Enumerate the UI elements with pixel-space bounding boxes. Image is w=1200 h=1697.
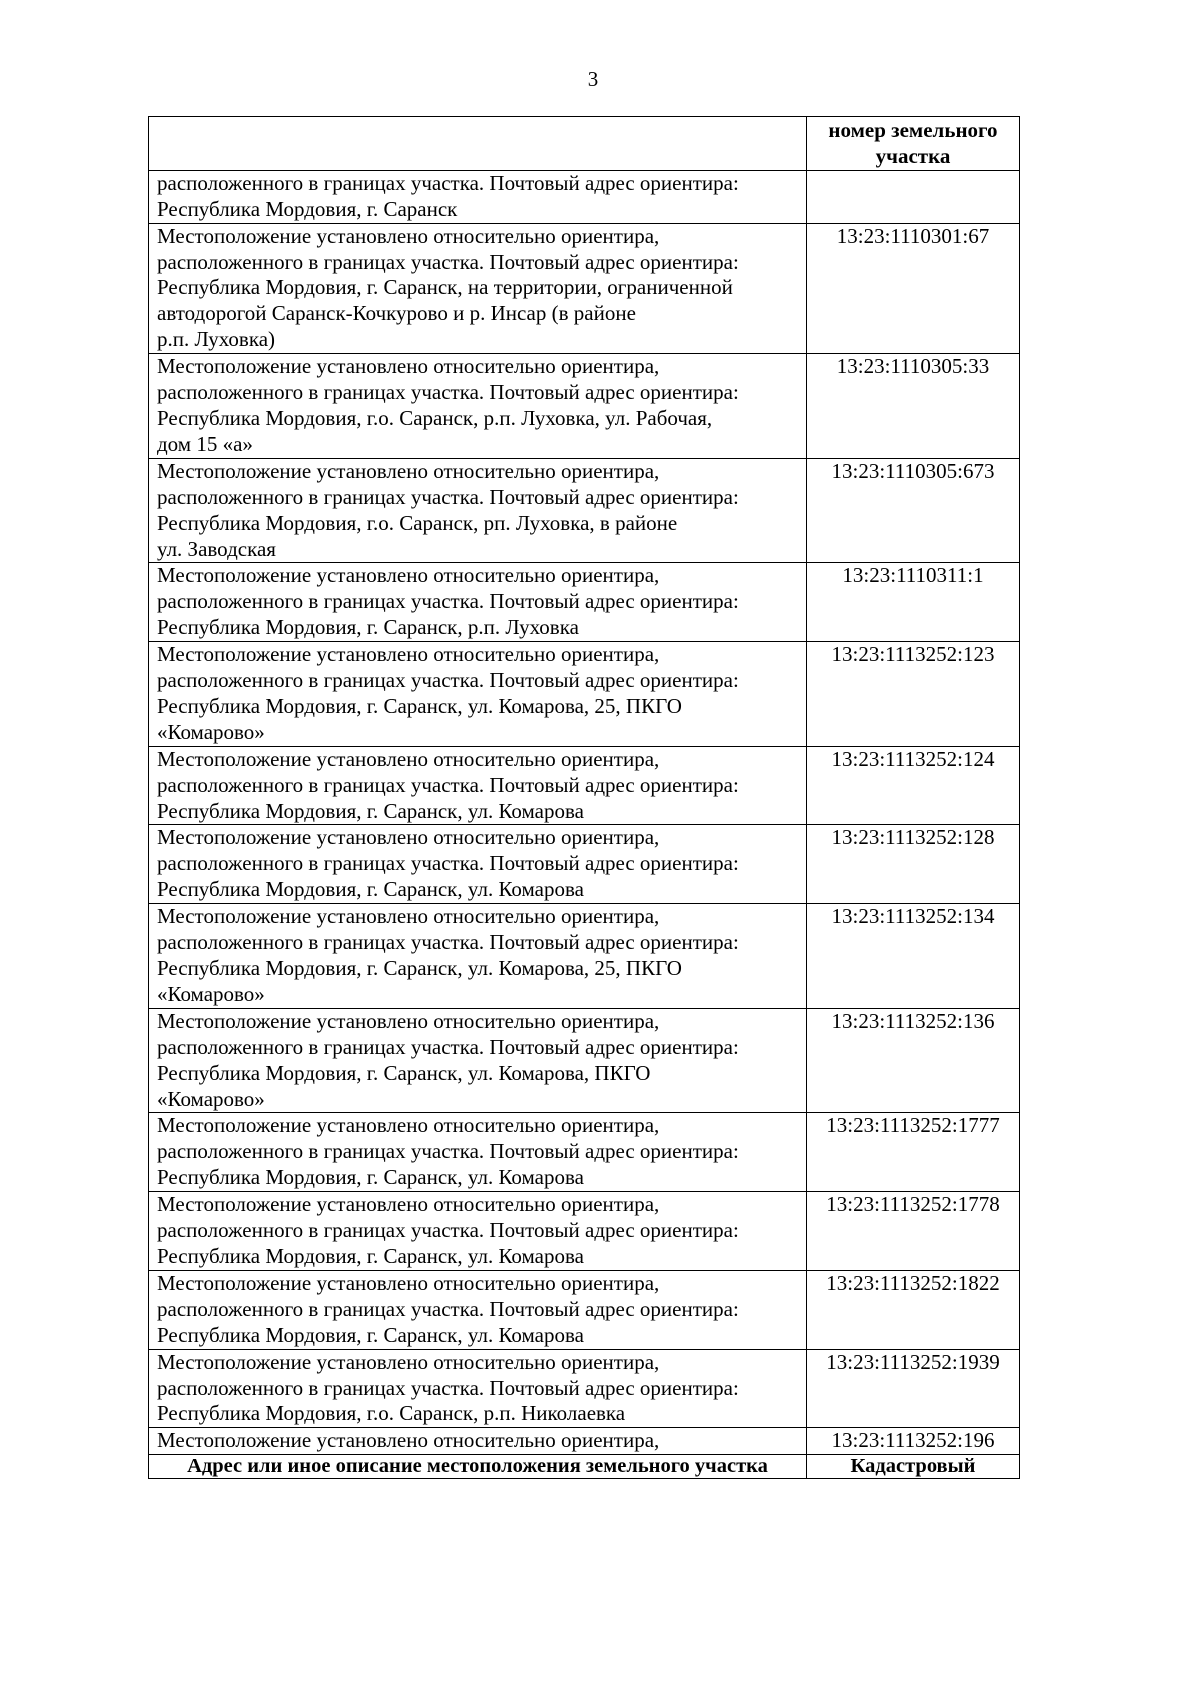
table-row [149, 1349, 1020, 1428]
table-row [149, 458, 1020, 563]
cadastral-number-cell: 13:23:1110305:33 [807, 354, 1020, 459]
address-cell: Местоположение установлено относительно ориентира, [149, 1428, 807, 1455]
table-row [149, 825, 1020, 904]
table-row [149, 354, 1020, 459]
cadastral-number-cell: 13:23:1113252:1777 [807, 1113, 1020, 1192]
cadastral-number-cell: 13:23:1113252:128 [807, 825, 1020, 904]
cadastral-number-cell: 13:23:1110301:67 [807, 223, 1020, 354]
header-number-cell: номер земельного участка [807, 117, 1020, 171]
cadastral-number-cell: 13:23:1113252:136 [807, 1008, 1020, 1113]
table-header-bottom [149, 1455, 1020, 1479]
table-row [149, 1113, 1020, 1192]
cadastral-number-cell: 13:23:1113252:124 [807, 746, 1020, 825]
address-cell: расположенного в границах участка. Почтовый адрес ориентира: Республика Мордовия, г. Саранск [149, 170, 807, 223]
address-cell: Местоположение установлено относительно ориентира, расположенного в границах участка. Почтовый адрес ориентира: Республика Мордовия, г. Саранск, ул. Комарова [149, 1192, 807, 1271]
address-cell: Местоположение установлено относительно ориентира, расположенного в границах участка. Почтовый адрес ориентира: Республика Мордовия, г. Саранск, р.п. Луховка [149, 563, 807, 642]
table-row [149, 1192, 1020, 1271]
cadastral-number-cell: 13:23:1113252:1939 [807, 1349, 1020, 1428]
address-cell: Местоположение установлено относительно ориентира, расположенного в границах участка. Почтовый адрес ориентира: Республика Мордовия, г.о. Саранск, р.п. Николаевка [149, 1349, 807, 1428]
cadastral-number-cell: 13:23:1113252:134 [807, 904, 1020, 1009]
header-address-label: Адрес или иное описание местоположения земельного участка [149, 1455, 807, 1479]
table-row [149, 170, 1020, 223]
land-plots-table [148, 116, 1020, 1479]
cadastral-number-cell: 13:23:1113252:1822 [807, 1270, 1020, 1349]
address-cell: Местоположение установлено относительно ориентира, расположенного в границах участка. Почтовый адрес ориентира: Республика Мордовия, г. Саранск, ул. Комарова [149, 1113, 807, 1192]
address-cell: Местоположение установлено относительно ориентира, расположенного в границах участка. Почтовый адрес ориентира: Республика Мордовия, г. Саранск, ул. Комарова, ПКГО «Комарово» [149, 1008, 807, 1113]
address-cell: Местоположение установлено относительно ориентира, расположенного в границах участка. Почтовый адрес ориентира: Республика Мордовия, г. Саранск, ул. Комарова [149, 1270, 807, 1349]
address-cell: Местоположение установлено относительно ориентира, расположенного в границах участка. Почтовый адрес ориентира: Республика Мордовия, г. Саранск, на территории, ограниченной автодорогой Саранск-Кочкурово и р. Инсар (в районе р.п. Луховка) [149, 223, 807, 354]
header-cadastral-label: Кадастровый [807, 1455, 1020, 1479]
cadastral-number-cell: 13:23:1110311:1 [807, 563, 1020, 642]
cadastral-number-cell: 13:23:1113252:196 [807, 1428, 1020, 1455]
table-row [149, 904, 1020, 1009]
table-row [149, 1008, 1020, 1113]
table-header-top [149, 117, 1020, 171]
address-cell: Местоположение установлено относительно ориентира, расположенного в границах участка. Почтовый адрес ориентира: Республика Мордовия, г. Саранск, ул. Комарова [149, 825, 807, 904]
cadastral-number-cell: 13:23:1113252:123 [807, 642, 1020, 747]
table-row [149, 563, 1020, 642]
page-number: 3 [587, 67, 599, 91]
table-row [149, 1428, 1020, 1455]
table-row [149, 746, 1020, 825]
table-row [149, 223, 1020, 354]
address-cell: Местоположение установлено относительно ориентира, расположенного в границах участка. Почтовый адрес ориентира: Республика Мордовия, г.о. Саранск, рп. Луховка, в районе ул. Заводская [149, 458, 807, 563]
cadastral-number-cell: 13:23:1113252:1778 [807, 1192, 1020, 1271]
cadastral-number-cell: 13:23:1110305:673 [807, 458, 1020, 563]
header-address-cell [149, 117, 807, 171]
table-row [149, 642, 1020, 747]
address-cell: Местоположение установлено относительно ориентира, расположенного в границах участка. Почтовый адрес ориентира: Республика Мордовия, г. Саранск, ул. Комарова [149, 746, 807, 825]
address-cell: Местоположение установлено относительно ориентира, расположенного в границах участка. Почтовый адрес ориентира: Республика Мордовия, г.о. Саранск, р.п. Луховка, ул. Рабочая, дом 15 «а» [149, 354, 807, 459]
table-row [149, 1270, 1020, 1349]
address-cell: Местоположение установлено относительно ориентира, расположенного в границах участка. Почтовый адрес ориентира: Республика Мордовия, г. Саранск, ул. Комарова, 25, ПКГО «Комарово» [149, 904, 807, 1009]
address-cell: Местоположение установлено относительно ориентира, расположенного в границах участка. Почтовый адрес ориентира: Республика Мордовия, г. Саранск, ул. Комарова, 25, ПКГО «Комарово» [149, 642, 807, 747]
cadastral-number-cell [807, 170, 1020, 223]
